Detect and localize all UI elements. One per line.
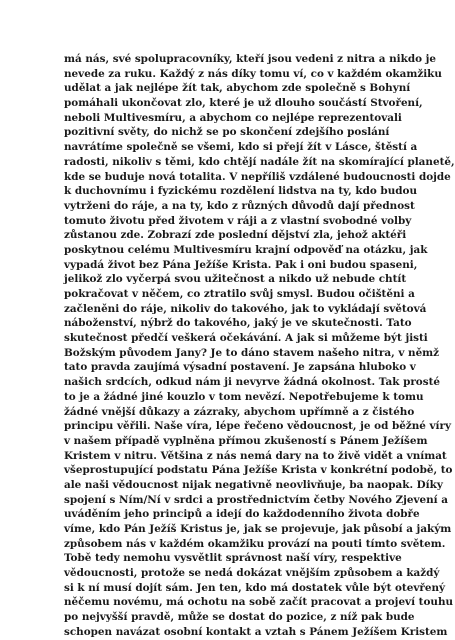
text-line: si k ní musí dojít sám. Jen ten, kdo má dostatek vůle být otevřený — [64, 581, 446, 594]
text-line: tato pravda zaujímá výsadní postavení. Je zapsána hluboko v — [64, 361, 416, 374]
text-line: tomuto životu před životem v ráji a z vlastní svobodné volby — [64, 214, 412, 227]
text-line: začleněni do ráje, nikoliv do takového, jak to vykládají světová — [64, 302, 427, 315]
body-text — [64, 52, 455, 640]
text-line: žádné vnější důkazy a zázraky, abychom upřímně a z čistého — [64, 405, 415, 418]
text-line: pomáhali ukončovat zlo, které je už dlouho součástí Stvoření, — [64, 97, 423, 110]
text-line: jelikož zlo vyčerpá svou užitečnost a nikdo už nebude chtít — [64, 273, 407, 286]
text-line: pozitivní světy, do nichž se po skončení zdejšího poslání — [64, 126, 390, 139]
text-line: neboli Multivesmíru, a abychom co nejlépe reprezentovali — [64, 111, 402, 124]
text-line: spojení s Ním/Ní v srdci a prostřednictvím četby Nového Zjevení a — [64, 493, 448, 506]
text-line: zůstanou zde. Zobrazí zde poslední dějství zla, jehož aktéři — [64, 229, 407, 242]
text-line: Božským původem Jany? Je to dáno stavem našeho nitra, v němž — [64, 346, 440, 359]
text-line: všeprostupující podstatu Pána Ježíše Krista v konkrétní podobě, to — [64, 464, 453, 477]
text-line: má nás, své spolupracovníky, kteří jsou vedeni z nitra a nikdo je — [64, 53, 437, 65]
text-line: nevede za ruku. Každý z nás díky tomu ví, co v každém okamžiku — [64, 67, 442, 80]
text-line: něčemu novému, má ochotu na sobě začít pracovat a projeví touhu — [64, 596, 454, 609]
text-line: kde se buduje nová totalita. V nepříliš vzdálené budoucnosti dojde — [64, 170, 451, 183]
text-line: vypadá život bez Pána Ježíše Krista. Pak i oni budou spaseni, — [64, 258, 418, 271]
text-line: radosti, nikoliv s těmi, kdo chtějí nadále žít na skomírající planetě, — [64, 155, 455, 168]
text-line: po nejvyšší pravdě, může se dostat do pozice, z níž pak bude — [64, 611, 415, 624]
text-line: to je a žádné jiné kouzlo v tom nevězí. Nepotřebujeme k tomu — [64, 390, 424, 403]
text-line: Kristem v nitru. Většina z nás nemá dary na to živě vidět a vnímat — [64, 449, 447, 462]
text-line: vytrženi do ráje, a na ty, kdo z různých důvodů dají přednost — [64, 199, 415, 212]
text-line: k duchovnímu i fyzickému rozdělení lidstva na ty, kdo budou — [64, 185, 417, 198]
text-line: poskytnou celému Multivesmíru krajní odpověď na otázku, jak — [64, 243, 428, 256]
text-line: uváděním jeho principů a idejí do každodenního života dobře — [64, 508, 420, 521]
text-line: náboženství, nýbrž do takového, jaký je ve skutečnosti. Tato — [64, 317, 412, 330]
text-line: vědoucnosti, protože se nedá dokázat vnějším způsobem a každý — [64, 567, 440, 580]
text-line: skutečnost předčí veškerá očekávání. A jak si můžeme být jisti — [64, 332, 428, 345]
text-line: našich srdcích, odkud nám ji nevyrve žádná okolnost. Tak prosté — [64, 376, 440, 389]
text-line: způsobem nás v každém okamžiku provází na pouti tímto světem. — [64, 537, 446, 550]
text-line: v našem případě vyplněna přímou zkušeností s Pánem Ježíšem — [64, 434, 428, 447]
text-line: Tobě tedy nemohu vysvětlit správnost naší víry, respektive — [64, 552, 402, 565]
text-line: principu věřili. Naše víra, lépe řečeno vědoucnost, je od běžné víry — [64, 420, 452, 433]
text-line: navrátíme společně se všemi, kdo si přejí žít v Lásce, štěstí a — [64, 141, 418, 154]
text-line: udělat a jak nejlépe žít tak, abychom zde společně s Bohyní — [64, 82, 411, 95]
text-line: ale naši vědoucnost nijak negativně neovlivňuje, ba naopak. Díky — [64, 478, 443, 491]
text-line: víme, kdo Pán Ježíš Kristus je, jak se projevuje, jak působí a jakým — [64, 523, 452, 535]
text-line: schopen navázat osobní kontakt a vztah s Pánem Ježíšem Kristem — [64, 625, 448, 638]
text-line: pokračovat v něčem, co ztratilo svůj smysl. Budou očištěni a — [64, 288, 415, 300]
